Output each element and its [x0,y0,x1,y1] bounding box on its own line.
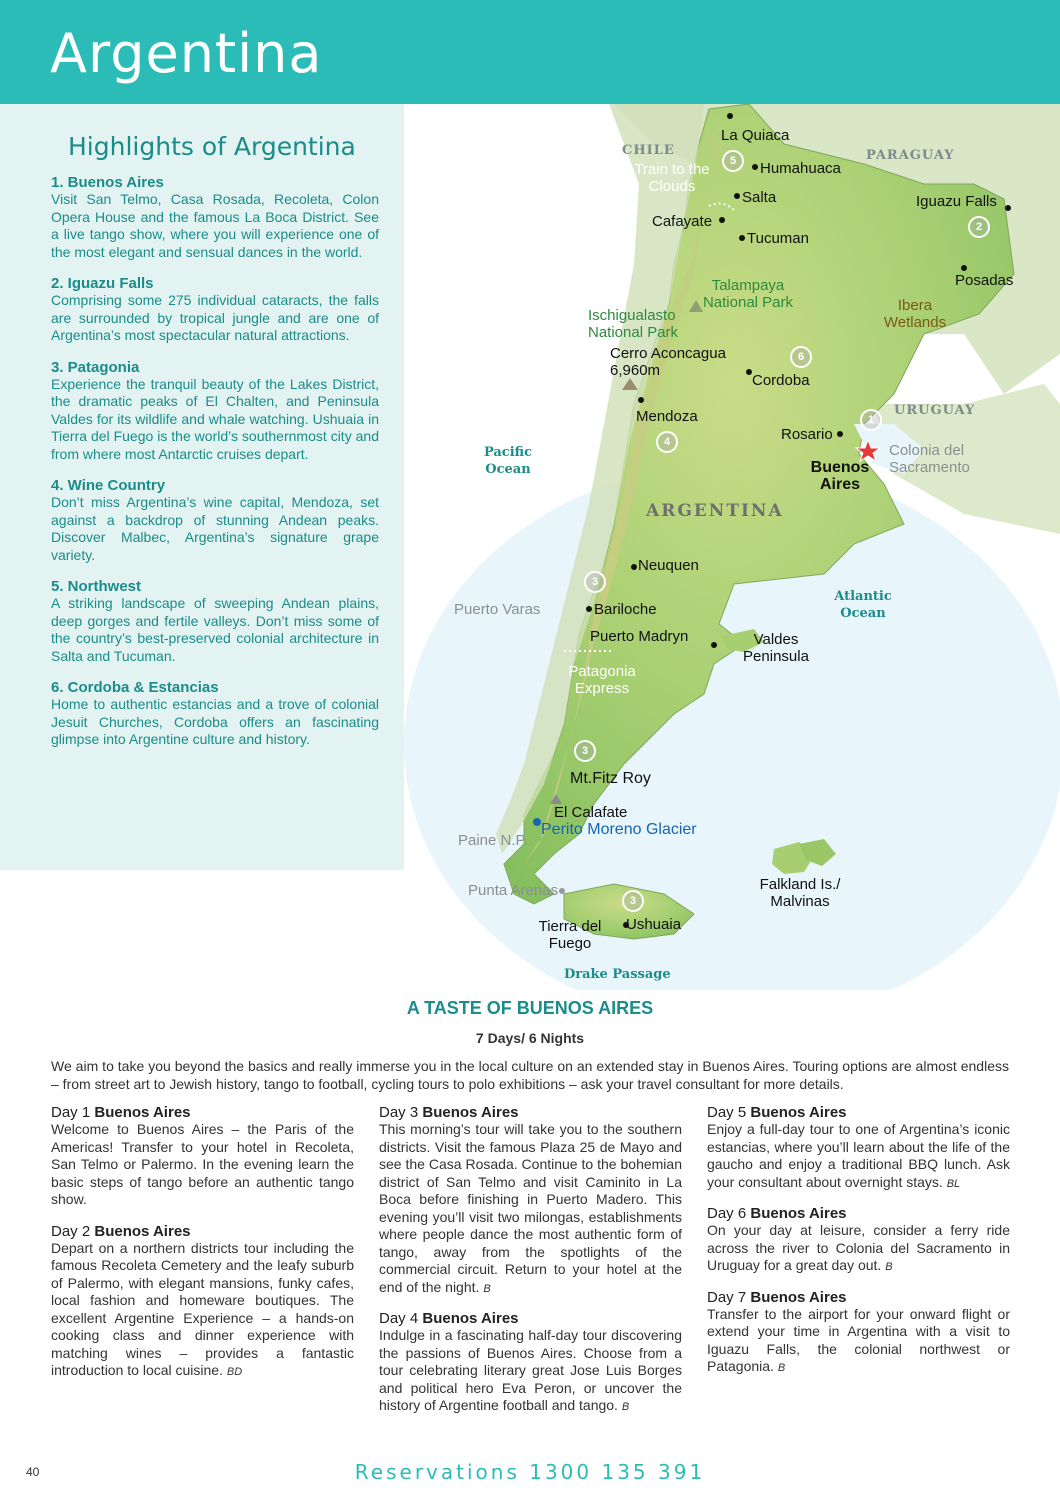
highlights-panel [0,104,404,870]
place-cafayate: Cafayate [652,213,713,230]
highlight-item [51,578,379,665]
day-heading [51,1223,354,1240]
highlight-item [51,679,379,749]
place-colonia: Colonia del Sacramento [889,442,970,476]
highlight-badge: 1 [860,409,882,431]
place-ushuaia: Ushuaia [626,916,682,933]
highlight-item [51,174,379,261]
day-place: Buenos Aires [422,1310,519,1327]
place-tucuman: Tucuman [747,230,809,247]
place-bariloche: Bariloche [594,601,657,618]
highlight-heading: 4. Wine Country [51,477,166,494]
map-artwork [404,104,1060,990]
highlight-body: Comprising some 275 individual cataracts, the falls are surrounded by tropical jungle and are one of Argentina’s most spectacular natural attractions. [51,292,379,343]
itinerary-day [379,1104,682,1298]
place-punta-arenas: Punta Arenas [468,882,559,899]
ocean-label-drake: Drake Passage [564,967,671,982]
highlight-badge: 3 [622,890,644,912]
itinerary-column-3 [707,1104,1010,1390]
highlight-heading: 1. Buenos Aires [51,174,164,191]
day-place: Buenos Aires [94,1222,191,1240]
highlight-heading: 3. Patagonia [51,358,140,376]
place-mt-fitz-roy: Mt.Fitz Roy [570,770,651,787]
itinerary-day [707,1104,1010,1193]
itinerary-column-1 [51,1104,354,1394]
perito-moreno-dot [533,818,541,826]
day-text: Depart on a northern districts tour including the famous Recoleta Cemetery and the leafy suburb of Palermo, with elegant mansions, funky cafes, local fashion and homeware boutiques. The excellent Argentine Experience – a hands-on cooking class and dinner experience with matching wines – provides a fantastic introduction to local cuisine. [51,1239,354,1378]
reservations-phone: Reservations 1300 135 391 [354,1460,706,1484]
day-text: Transfer to the airport for your onward flight or extend your time in Argentina with a visit to Iguazu Falls, the colonial northwest or Patagonia. [707,1305,1010,1374]
tour-title: A TASTE OF BUENOS AIRES [406,998,654,1018]
highlight-body: Home to authentic estancias and a trove of colonial Jesuit Churches, Cordoba offers an fascinating glimpse into Argentine culture and history. [51,696,379,747]
highlight-item [51,275,379,345]
day-text: This morning’s tour will take you to the southern districts. Visit the famous Plaza 25 de Mayo and see the Casa Rosada. Continue to the bohemian district of San Telmo and visit Caminito in La Boca before finishing in Puerto Madero. This evening you’ll visit two milongas, establishments where people dance the most authentic form of tango, away from the spotlights of the commercial circuit. Return to your hotel at the end of the night. [379,1121,682,1295]
highlight-badge: 6 [790,346,812,368]
day-text: Welcome to Buenos Aires – the Paris of the Americas! Transfer to your hotel in Recoleta, San Telmo or Palermo. In the evening learn the basic steps of tango before an authentic tango show. [51,1121,354,1207]
place-perito-moreno: Perito Moreno Glacier [541,821,697,838]
place-ibera-wetlands: Ibera Wetlands [883,297,947,331]
day-heading [379,1310,682,1327]
place-salta: Salta [742,189,777,206]
day-place: Buenos Aires [750,1205,847,1222]
ocean-label-pacific: Pacific Ocean [483,445,533,477]
place-iguazu-falls: Iguazu Falls [916,193,997,210]
place-humahuaca: Humahuaca [760,160,841,177]
day-number: Day 3 [379,1104,419,1121]
day-number: Day 2 [51,1222,91,1240]
country-label-uruguay: URUGUAY [894,403,976,418]
day-heading [707,1205,1010,1222]
day-number: Day 1 [51,1104,91,1121]
highlight-heading: 2. Iguazu Falls [51,275,154,292]
highlight-heading: 6. Cordoba & Estancias [51,679,219,696]
itinerary-day [707,1289,1010,1378]
itinerary-column-2 [379,1104,682,1429]
day-text: Enjoy a full-day tour to one of Argentina’s iconic estancias, where you’ll learn about the life of the gaucho and enjoy a traditional BBQ lunch. Ask your consultant about overnight stays. [707,1121,1010,1190]
place-mendoza: Mendoza [636,408,698,425]
day-meals: B [885,1261,893,1273]
itinerary-day [379,1310,682,1417]
day-meals: BD [226,1366,243,1378]
day-heading [379,1104,682,1121]
place-posadas: Posadas [955,272,1014,289]
place-ischigualasto: Ischigualasto National Park [588,307,679,341]
place-talampaya: Talampaya National Park [702,277,794,311]
itinerary-day [51,1104,354,1211]
day-body [707,1121,1010,1193]
place-el-calafate: El Calafate [554,804,628,821]
place-cerro-aconcagua: Cerro Aconcagua 6,960m [610,345,726,379]
day-place: Buenos Aires [94,1104,191,1121]
tour-duration: 7 Days/ 6 Nights [475,1030,585,1046]
day-text: Indulge in a fascinating half-day tour discovering the passions of Buenos Aires. Choose from a tour celebrating literary great Jose Luis Borges and political hero Eva Peron, or uncover the history of Argentine football and tango. [379,1327,682,1413]
day-place: Buenos Aires [750,1104,847,1121]
day-heading [707,1104,1010,1121]
day-number: Day 7 [707,1288,747,1306]
highlight-badge: 2 [968,216,990,238]
day-body [379,1121,682,1298]
place-cordoba: Cordoba [752,372,810,389]
place-neuquen: Neuquen [638,557,699,574]
day-body [707,1222,1010,1277]
highlight-badge: 3 [584,571,606,593]
day-number: Day 6 [707,1205,747,1222]
day-number: Day 4 [379,1310,419,1327]
highlight-body: Experience the tranquil beauty of the Lakes District, the dramatic peaks of El Chalten, and Peninsula Valdes for its wildlife and whale watching. Ushuaia in Tierra del Fuego is the world’s southernmost city and from where most Antarctic cruises depart. [51,375,379,462]
highlight-body: Visit San Telmo, Casa Rosada, Recoleta, Colon Opera House and the famous La Boca District. See a live tango show, where you will experience one of the most elegant and sensual dances in the world. [51,191,379,260]
tour-intro: We aim to take you beyond the basics and really immerse you in the local culture on an extended stay in Buenos Aires. Touring options are almost endless – from street art to Jewish history, tango to football, cycling tours to polo exhibitions – ask your travel consultant for more details. [51,1058,1009,1092]
highlight-badge: 3 [574,740,596,762]
country-label-paraguay: PARAGUAY [866,148,955,163]
day-text: On your day at leisure, consider a ferry ride across the river to Colonia del Sacramento in Uruguay for a great day out. [707,1222,1010,1273]
ocean-label-atlantic: Atlantic Ocean [834,589,892,621]
day-body [707,1306,1010,1378]
day-meals: B [483,1282,491,1295]
punta-arenas-dot [559,888,565,894]
day-place: Buenos Aires [422,1104,519,1121]
day-body [379,1327,682,1417]
place-puerto-madryn: Puerto Madryn [590,628,689,645]
day-meals: B [621,1401,630,1413]
place-paine-np: Paine N.P. [458,832,528,849]
page-header [0,0,1060,104]
day-meals: BL [946,1177,961,1190]
highlight-item [51,359,379,464]
place-tierra-del-fuego: Tierra del Fuego [538,918,602,952]
highlight-item [51,477,379,564]
highlight-body: Don’t miss Argentina’s wine capital, Mendoza, set against a backdrop of stunning Andean peaks. Discover Malbec, Argentina’s signature grape variety. [51,494,379,563]
day-meals: B [777,1362,786,1374]
day-heading [51,1104,354,1121]
page-title: Argentina [50,22,323,85]
day-number: Day 5 [707,1104,747,1121]
place-train-to-the-clouds: Train to the Clouds [634,161,710,195]
page-number: 40 [26,1465,40,1479]
place-la-quiaca: La Quiaca [721,127,790,144]
place-rosario: Rosario [781,426,833,443]
day-place: Buenos Aires [750,1288,847,1306]
argentina-map [404,104,1060,990]
place-falkland-islands: Falkland Is./ Malvinas [759,876,841,910]
place-puerto-varas: Puerto Varas [454,601,541,618]
itinerary-day [707,1205,1010,1277]
highlights-list [51,174,379,763]
day-body [51,1121,354,1211]
highlight-heading: 5. Northwest [51,578,142,595]
place-patagonia-express: Patagonia Express [568,663,636,697]
highlight-badge: 5 [722,150,744,172]
country-label-argentina: ARGENTINA [646,501,784,521]
highlight-body: A striking landscape of sweeping Andean plains, deep gorges and fertile valleys. Don’t miss some of the country’s best-preserved colonial architecture in Salta and Tucuman. [51,595,379,664]
highlights-title: Highlights of Argentina [68,132,356,161]
day-heading [707,1289,1010,1306]
itinerary-day [51,1223,354,1382]
country-label-chile: CHILE [622,143,675,158]
place-buenos-aires: Buenos Aires [810,459,870,493]
day-body [51,1240,354,1382]
place-valdes-peninsula: Valdes Peninsula [743,631,809,665]
highlight-badge: 4 [656,431,678,453]
